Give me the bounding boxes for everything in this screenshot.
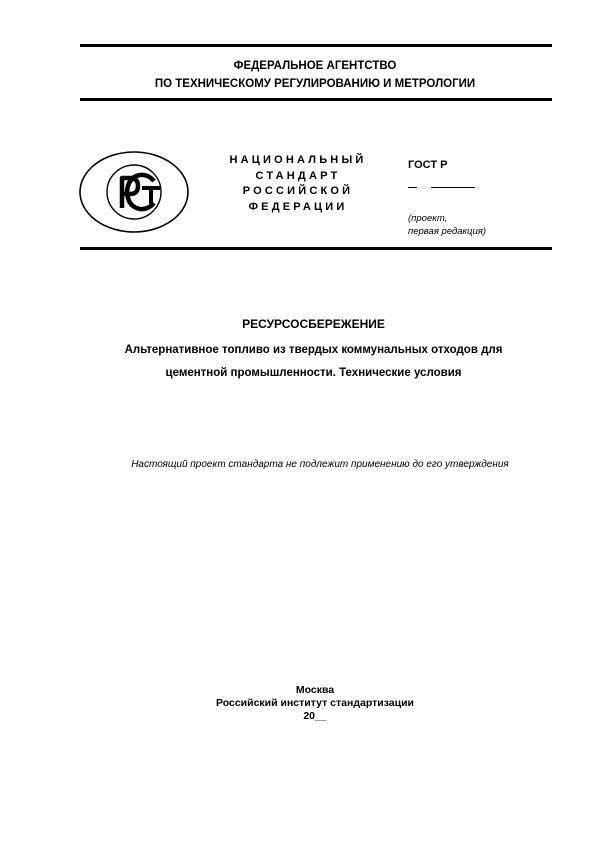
subtitle-line-1: Альтернативное топливо из твердых коммунальных отходов для <box>124 344 503 356</box>
agency-line-1: ФЕДЕРАЛЬНОЕ АГЕНТСТВО <box>233 60 397 72</box>
header-bottom-rule <box>80 98 552 101</box>
agency-name <box>80 57 550 93</box>
standard-line-3: РОССИЙСКОЙ <box>242 185 354 197</box>
footer-institute: Российский институт стандартизации <box>215 697 415 709</box>
top-rule <box>80 44 552 47</box>
draft-line-2: первая редакция) <box>408 226 486 237</box>
gost-label: ГОСТ Р <box>408 159 448 171</box>
document-title <box>60 317 567 331</box>
standard-line-2: СТАНДАРТ <box>255 169 341 182</box>
footer-year: 20__ <box>303 710 327 722</box>
draft-status <box>408 212 486 238</box>
gost-number-placeholder <box>408 178 478 192</box>
publisher-info <box>110 684 520 723</box>
footer-city: Москва <box>295 684 335 696</box>
draft-line-1: (проект, <box>408 213 448 224</box>
standard-line-4: ФЕДЕРАЦИИ <box>248 200 348 213</box>
national-standard-heading <box>198 153 398 215</box>
document-subtitle <box>60 339 567 385</box>
standard-line-1: НАЦИОНАЛЬНЫЙ <box>229 154 367 166</box>
title-main: РЕСУРСОСБЕРЕЖЕНИЕ <box>242 317 385 331</box>
standard-bottom-rule <box>80 247 552 250</box>
draft-notice: Настоящий проект стандарта не подлежит применению до его утверждения <box>131 459 509 470</box>
agency-line-2: ПО ТЕХНИЧЕСКОМУ РЕГУЛИРОВАНИЮ И МЕТРОЛОГИИ <box>154 78 476 90</box>
rst-logo-icon <box>78 150 190 234</box>
subtitle-line-2: цементной промышленности. Технические условия <box>165 367 462 379</box>
